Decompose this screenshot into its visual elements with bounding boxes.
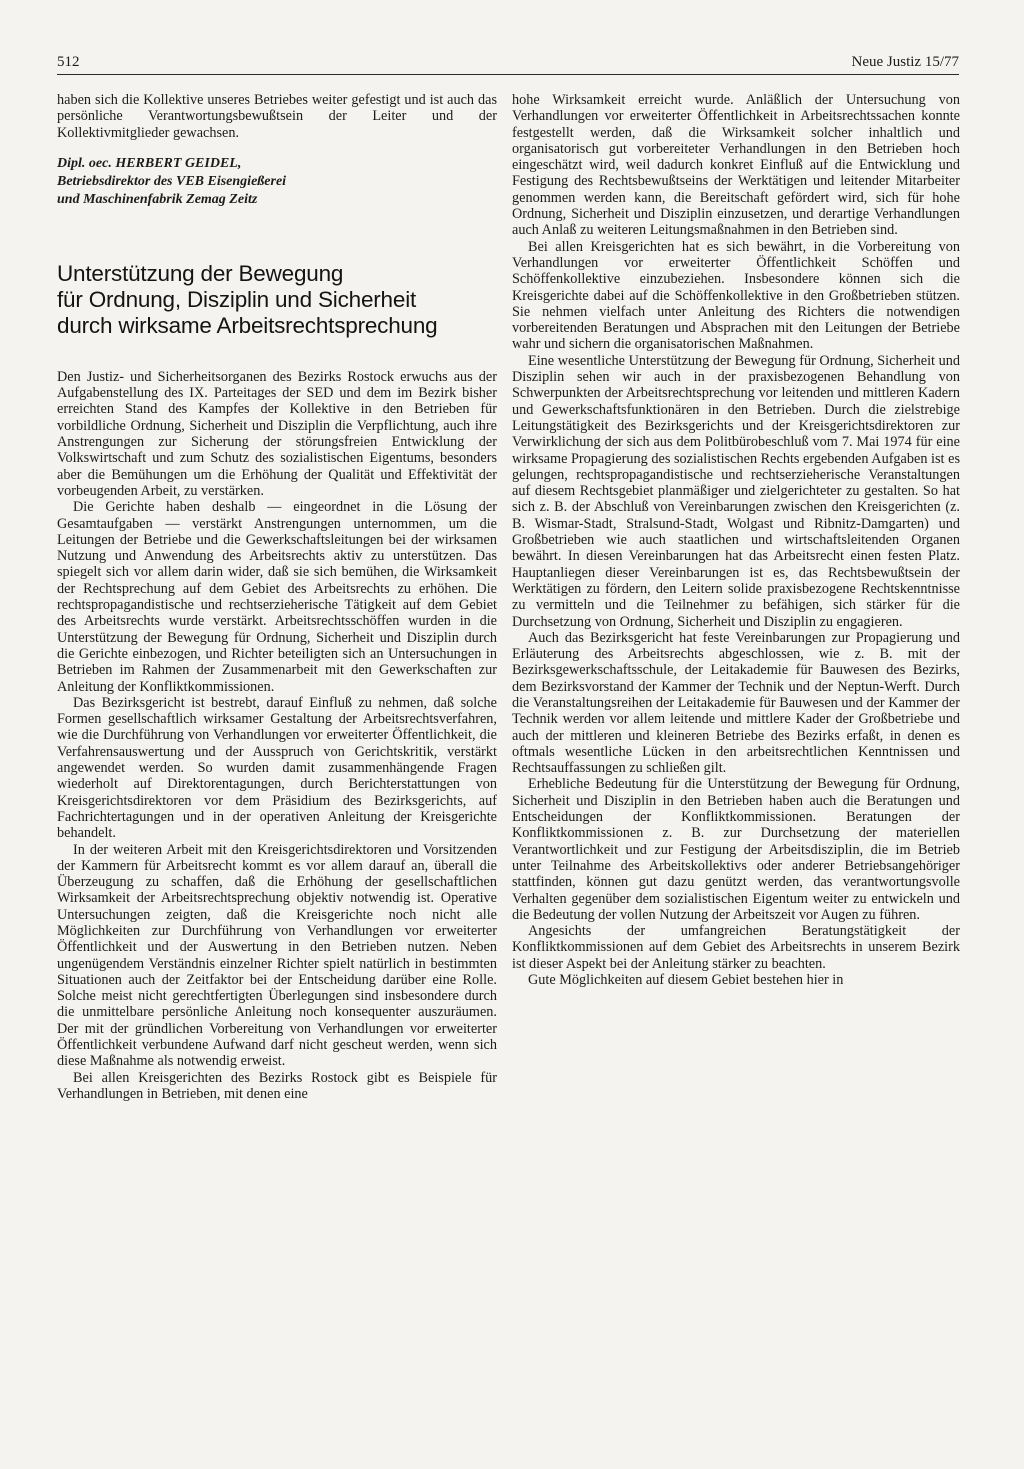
body-paragraph: Bei allen Kreisgerichten des Bezirks Rostock gibt es Beispiele für Verhandlungen in Betrieben, mit denen eine [57, 1069, 497, 1102]
article-title-line: Unterstützung der Bewegung [57, 260, 344, 286]
continuation-paragraph: hohe Wirksamkeit erreicht wurde. Anläßlich der Untersuchung von Verhandlungen vor erweiterter Öffentlichkeit in Arbeitsrechtssachen konnte festgestellt werden, daß die Wirksamkeit solcher inhaltlich und organisatorisch gut vorbereiteter Verhandlungen in den Betrieben hoch eingeschätzt wird, weil dadurch konkret Einfluß auf die Entwicklung und Festigung des Rechtsbewußtseins der Werktätigen und leitender Mitarbeiter genommen werden kann, die Bereitschaft gefördert wird, sich für hohe Ordnung, Sicherheit und Disziplin einzusetzen, und derartige Verhandlungen auch Anlaß zu weiteren Leitungsmaßnahmen in den Betrieben sind. [512, 92, 960, 239]
intro-paragraph: haben sich die Kollektive unseres Betriebes weiter gefestigt und ist auch das persönliche Verantwortungsbewußtsein der Leiter und der Kollektivmitglieder gewachsen. [57, 92, 497, 141]
page-number: 512 [57, 54, 80, 70]
body-paragraph: Eine wesentliche Unterstützung der Bewegung für Ordnung, Sicherheit und Disziplin sehen wir auch in der praxisbezogenen Behandlung von Schwerpunkten der Arbeitsrechtsprechung vor leitenden und mittleren Kadern und Gewerkschaftsfunktionären in den Betrieben. Durch die zielstrebige Leitungstätigkeit des Bezirksgerichts und der Kreisgerichtsdirektoren zur Verwirklichung der sich aus dem Politbürobeschluß vom 7. Mai 1974 für eine wirksame Propagierung des sozialistischen Rechts ergebenden Aufgaben ist es gelungen, rechtspropagandistische und rechtserzieherische Veranstaltungen auf diesem Rechtsgebiet planmäßiger und zielgerichteter zu gestalten. So hat sich z. B. der Abschluß von Vereinbarungen zwischen den Kreisgerichten (z. B. Wismar-Stadt, Stralsund-Stadt, Wolgast und Ribnitz-Damgarten) und Großbetrieben wie auch staatlichen und wirtschaftsleitenden Organen bewährt. In diesen Vereinbarungen hat das Arbeitsrecht einen festen Platz. Hauptanliegen dieser Vereinbarungen ist es, das Rechtsbewußtsein der Werktätigen zu fördern, den Leitern solide praxisbezogene Rechtskenntnisse zu vermitteln und die Teilnehmer zu befähigen, sich stärker für die Durchsetzung von Ordnung, Sicherheit und Disziplin zu engagieren. [512, 352, 960, 630]
left-column [57, 92, 497, 1102]
page-header [57, 52, 959, 75]
signature-block [57, 155, 497, 209]
body-paragraph: Die Gerichte haben deshalb — eingeordnet in die Lösung der Gesamtaufgaben — verstärkt Anstrengungen unternommen, um die Leitungen der Betriebe und die Gewerkschaftsleitungen bei der wirksamen Nutzung und Anwendung des Arbeitsrechts aktiv zu unterstützen. Das spiegelt sich vor allem darin wider, daß sie sich bemühen, die Wirksamkeit der Rechtsprechung auf dem Gebiet des Arbeitsrechts zu erhöhen. Die rechtspropagandistische und rechtserzieherische Tätigkeit auf dem Gebiet des Arbeitsrechts wurde verstärkt. Arbeitsrechtsschöffen wurden in die Unterstützung der Bewegung für Ordnung, Sicherheit und Disziplin durch die Gerichte einbezogen, und Richter beteiligten sich an Untersuchungen in Betrieben im Rahmen der Zusammenarbeit mit den Gewerkschaften zur Anleitung der Konfliktkommissionen. [57, 499, 497, 695]
right-column [512, 92, 960, 988]
signature-position: Betriebsdirektor des VEB Eisengießerei [57, 173, 287, 189]
body-paragraph: Auch das Bezirksgericht hat feste Vereinbarungen zur Propagierung und Erläuterung des Arbeitsrechts abgeschlossen, wie z. B. mit der Bezirksgewerkschaftsschule, der Leitakademie für Bauwesen des Bezirks, dem Bezirksvorstand der Kammer der Technik und der Neptun-Werft. Durch die Veranstaltungsreihen der Leitakademie für Bauwesen und der Kammer der Technik werden vor allem leitende und mittlere Kader der Großbetriebe und auch der mittleren und kleineren Betriebe des Bezirks erfaßt, in denen es oftmals wesentliche Lücken in den arbeitsrechtlichen Kenntnissen und Rechtsauffassungen zu schließen gilt. [512, 629, 960, 777]
article-title-line: für Ordnung, Disziplin und Sicherheit [57, 286, 417, 312]
body-paragraph: Erhebliche Bedeutung für die Unterstützung der Bewegung für Ordnung, Sicherheit und Disziplin in den Betrieben haben auch die Beratungen und Entscheidungen der Konfliktkommissionen. Beratungen der Konfliktkommissionen z. B. zur Durchsetzung der materiellen Verantwortlichkeit und zur Festigung der Arbeitsdisziplin, die im Betrieb unter Teilnahme des Arbeitskollektivs oder anderer Betriebsangehöriger stattfinden, können gut dazu genützt werden, das verantwortungsvolle Verhalten gegenüber dem sozialistischen Eigentum weiter zu entwickeln und die Bedeutung der vollen Nutzung der Arbeitszeit vor Augen zu führen. [512, 776, 960, 923]
body-paragraph: Angesichts der umfangreichen Beratungstätigkeit der Konfliktkommissionen auf dem Gebiet des Arbeitsrechts in unserem Bezirk ist dieser Aspekt bei der Anleitung stärker zu beachten. [512, 923, 960, 972]
body-paragraph: Den Justiz- und Sicherheitsorganen des Bezirks Rostock erwuchs aus der Aufgabenstellung des IX. Parteitages der SED und dem im Bezirk bisher erreichten Stand des Kampfes der Kollektive in den Betrieben für vorbildliche Ordnung, Sicherheit und Disziplin die Verpflichtung, auch ihre Anstrengungen zur Sicherung der störungsfreien Entwicklung der Volkswirtschaft und zum Schutz des sozialistischen Eigentums, besonders aber die Bemühungen um die Erhöhung der Qualität und Effektivität der vorbeugenden Arbeit, zu verstärken. [57, 368, 497, 499]
body-paragraph: In der weiteren Arbeit mit den Kreisgerichtsdirektoren und Vorsitzenden der Kammern für Arbeitsrecht kommt es vor allem darauf an, überall die Überzeugung zu schaffen, daß die Erhöhung der gesellschaftlichen Wirksamkeit der Arbeitsrechtsprechung objektiv notwendig ist. Operative Untersuchungen zeigten, daß die Kreisgerichte noch nicht alle Möglichkeiten zur Durchführung von Verhandlungen vor erweiterter Öffentlichkeit und der Auswertung in den Betrieben nutzen. Neben ungenügendem Verständnis einzelner Richter spielt natürlich in bestimmten Situationen auch der Zeitfaktor bei der Entscheidung darüber eine Rolle. Solche meist nicht gerechtfertigten Überlegungen sind insbesondere durch die unmittelbare persönliche Anleitung noch konsequenter auszuräumen. Der mit der gründlichen Vorbereitung von Verhandlungen vor erweiterter Öffentlichkeit verbundene Aufwand darf nicht gescheut werden, wenn sich diese Maßnahme als notwendig erweist. [57, 841, 497, 1070]
article-title-line: durch wirksame Arbeitsrechtsprechung [57, 312, 438, 338]
signature-company: und Maschinenfabrik Zemag Zeitz [57, 191, 258, 207]
journal-issue: Neue Justiz 15/77 [851, 54, 959, 70]
body-paragraph: Gute Möglichkeiten auf diesem Gebiet bestehen hier in [528, 972, 844, 989]
body-paragraph: Bei allen Kreisgerichten hat es sich bewährt, in die Vorbereitung von Verhandlungen vor erweiterter Öffentlichkeit Schöffen und Schöffenkollektive einzubeziehen. Insbesondere können sich die Kreisgerichte dabei auf die Schöffenkollektive in den Großbetrieben stützen. Sie nehmen vielfach unter Anleitung des Richters die notwendigen vorbereitenden Beratungen und Absprachen mit den Leitungen der Betriebe wahr und sichern die organisatorischen Maßnahmen. [512, 238, 960, 353]
signature-author: Dipl. oec. HERBERT GEIDEL, [57, 155, 242, 171]
body-paragraph: Das Bezirksgericht ist bestrebt, darauf Einfluß zu nehmen, daß solche Formen gesellschaftlich wirksamer Gestaltung der Arbeitsrechtsverfahren, wie die Durchführung von Verhandlungen vor erweiterter Öffentlichkeit, die Verfahrensauswertung und der Ausspruch von Gerichtskritik, verstärkt angewendet werden. So wurden damit zusammenhängende Fragen wiederholt auf Direktorentagungen, durch Berichterstattungen von Kreisgerichtsdirektoren vor dem Präsidium des Bezirksgerichts, auf Fachrichtertagungen und in der operativen Anleitung der Kreisgerichte behandelt. [57, 694, 497, 842]
article-title [57, 261, 497, 339]
